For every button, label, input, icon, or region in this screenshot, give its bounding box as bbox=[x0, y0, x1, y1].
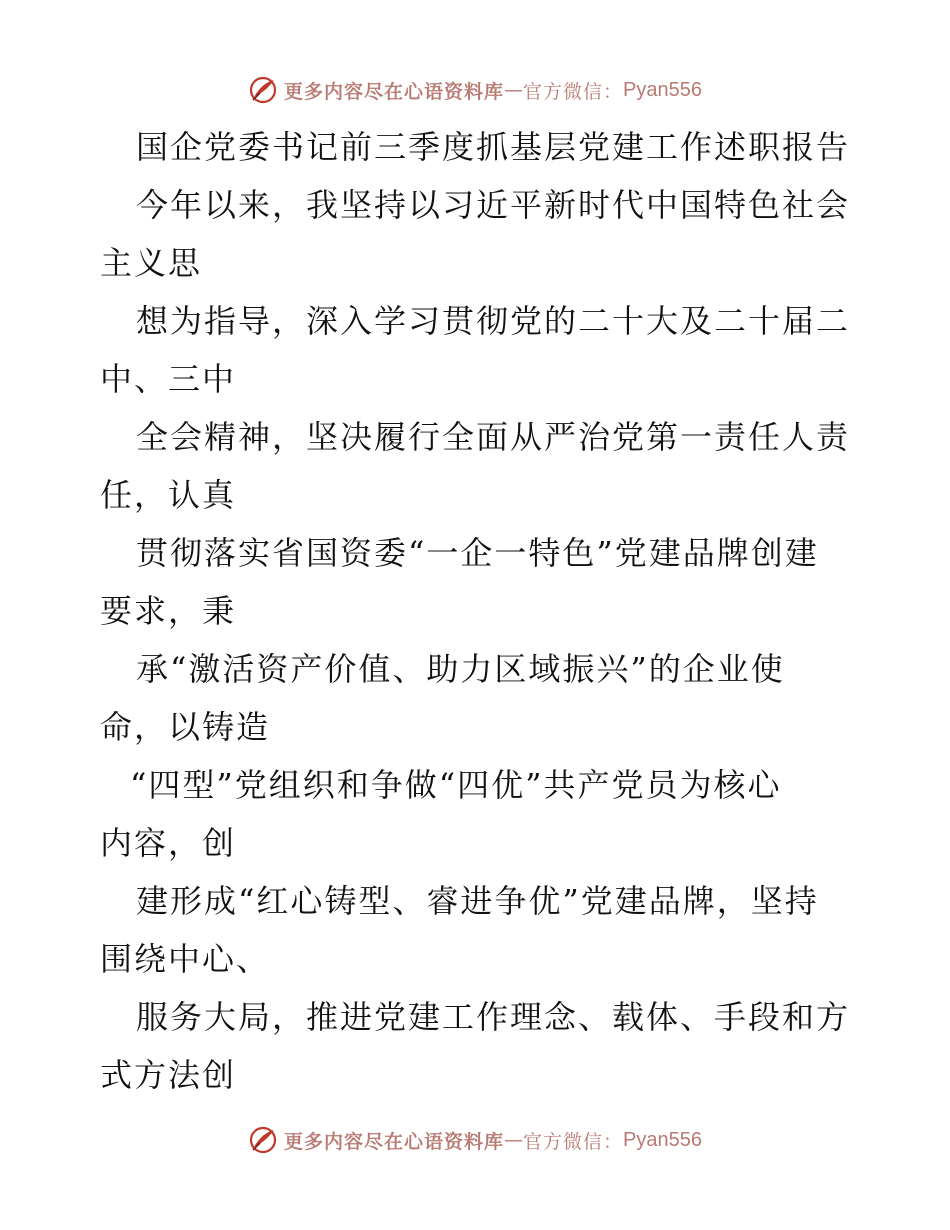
feather-pen-logo-icon bbox=[248, 75, 278, 105]
watermark-wechat-label: 官方微信： bbox=[523, 80, 624, 103]
document-body bbox=[100, 118, 860, 1104]
text-line: 想为指导，深入学习贯彻党的二十大及二十届二 bbox=[136, 302, 851, 340]
text-line: 贯彻落实省国资委“一企一特色”党建品牌创建 bbox=[136, 534, 819, 572]
text-line: 命，以铸造 bbox=[100, 708, 271, 746]
watermark-dash: — bbox=[504, 79, 524, 101]
text-line: 服务大局，推进党建工作理念、载体、手段和方 bbox=[136, 998, 851, 1036]
text-line: 要求，秉 bbox=[100, 592, 237, 630]
watermark-dash: — bbox=[504, 1129, 524, 1151]
text-line: 承“激活资产价值、助力区域振兴”的企业使 bbox=[136, 650, 785, 688]
document-title: 国企党委书记前三季度抓基层党建工作述职报告 bbox=[136, 128, 851, 166]
text-line: 内容，创 bbox=[100, 824, 237, 862]
text-line: 今年以来，我坚持以习近平新时代中国特色社会 bbox=[136, 186, 851, 224]
header-watermark bbox=[0, 70, 950, 110]
text-line: 式方法创 bbox=[100, 1056, 237, 1094]
text-line: 任，认真 bbox=[100, 476, 237, 514]
text-line: “四型”党组织和争做“四优”共产党员为核心 bbox=[130, 766, 782, 804]
feather-pen-logo-icon bbox=[248, 1125, 278, 1155]
watermark-wechat-id: Pyan556 bbox=[623, 1128, 702, 1151]
watermark-brand-text: 更多内容尽在心语资料库 bbox=[284, 1130, 505, 1153]
text-line: 主义思 bbox=[100, 244, 203, 282]
text-line: 中、三中 bbox=[100, 360, 237, 398]
text-line: 建形成“红心铸型、睿进争优”党建品牌，坚持 bbox=[136, 882, 819, 920]
text-line: 全会精神，坚决履行全面从严治党第一责任人责 bbox=[136, 418, 851, 456]
text-line: 围绕中心、 bbox=[100, 940, 271, 978]
watermark-wechat-id: Pyan556 bbox=[623, 78, 702, 101]
watermark-brand-text: 更多内容尽在心语资料库 bbox=[284, 80, 505, 103]
watermark-wechat-label: 官方微信： bbox=[523, 1130, 624, 1153]
footer-watermark bbox=[0, 1120, 950, 1160]
